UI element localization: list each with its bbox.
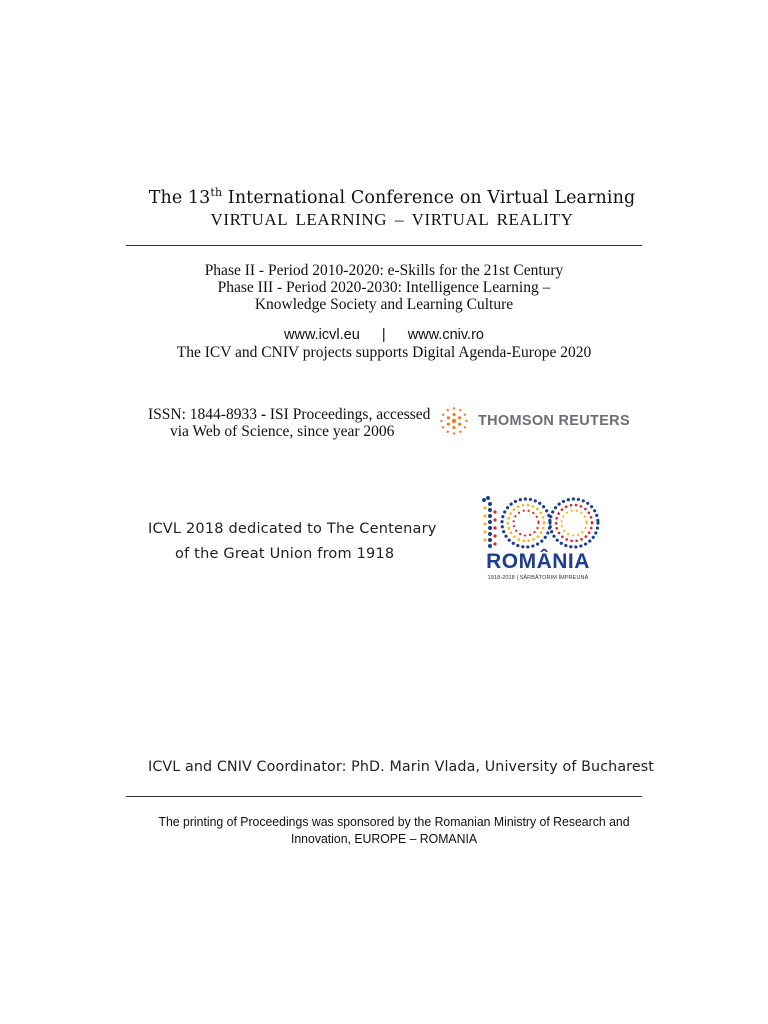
- conference-subtitle: VIRTUAL LEARNING – VIRTUAL REALITY: [210, 210, 574, 229]
- sponsor-line-1: The printing of Proceedings was sponsored by the Romanian Ministry of Research and: [158, 814, 630, 829]
- issn-text: ISI Proceedings, accessed: [269, 406, 431, 423]
- phase-line-3: Knowledge Society and Learning Culture: [254, 296, 514, 313]
- issn-line-1: [148, 406, 430, 424]
- romania-tagline: 1918-2018 | SĂRBĂTORIM ÎMPREUNĂ: [487, 575, 589, 581]
- issn-label: ISSN: 1844-8933: [148, 406, 257, 423]
- thomson-reuters-dots-icon: [438, 405, 470, 437]
- issn-line-2: via Web of Science, since year 2006: [170, 423, 395, 440]
- bottom-divider: [126, 796, 642, 797]
- title-rest: International Conference on Virtual Learning: [222, 188, 636, 208]
- phase-line-1: Phase II - Period 2010-2020: e-Skills for the 21st Century: [204, 262, 564, 279]
- thomson-reuters-wordmark: THOMSON REUTERS: [478, 413, 630, 429]
- title-ordinal: 13: [187, 188, 211, 208]
- website-links: [0, 327, 768, 343]
- top-divider: [126, 245, 642, 246]
- centenary-100-icon: [474, 494, 602, 552]
- dedication-line-2: of the Great Union from 1918: [175, 546, 395, 562]
- issn-dash: -: [256, 406, 270, 423]
- cniv-link[interactable]: www.cniv.ro: [407, 327, 484, 343]
- title-prefix: The: [148, 188, 188, 208]
- conference-title: [0, 188, 768, 208]
- link-separator: |: [381, 327, 386, 343]
- coordinator-line: ICVL and CNIV Coordinator: PhD. Marin Vlada, University of Bucharest: [148, 759, 654, 775]
- thomson-reuters-logo: [438, 404, 638, 438]
- phase-line-2: Phase III - Period 2020-2030: Intelligence Learning –: [217, 279, 551, 296]
- icvl-link[interactable]: www.icvl.eu: [284, 327, 360, 343]
- sponsor-line-2: Innovation, EUROPE – ROMANIA: [290, 831, 478, 846]
- romania-centenary-logo: [474, 494, 602, 586]
- romania-wordmark: ROMÂNIA: [486, 550, 590, 573]
- digital-agenda-text: The ICV and CNIV projects supports Digital Agenda-Europe 2020: [176, 344, 592, 361]
- dedication-line-1: ICVL 2018 dedicated to The Centenary: [148, 521, 437, 537]
- title-ordinal-suffix: th: [210, 186, 223, 199]
